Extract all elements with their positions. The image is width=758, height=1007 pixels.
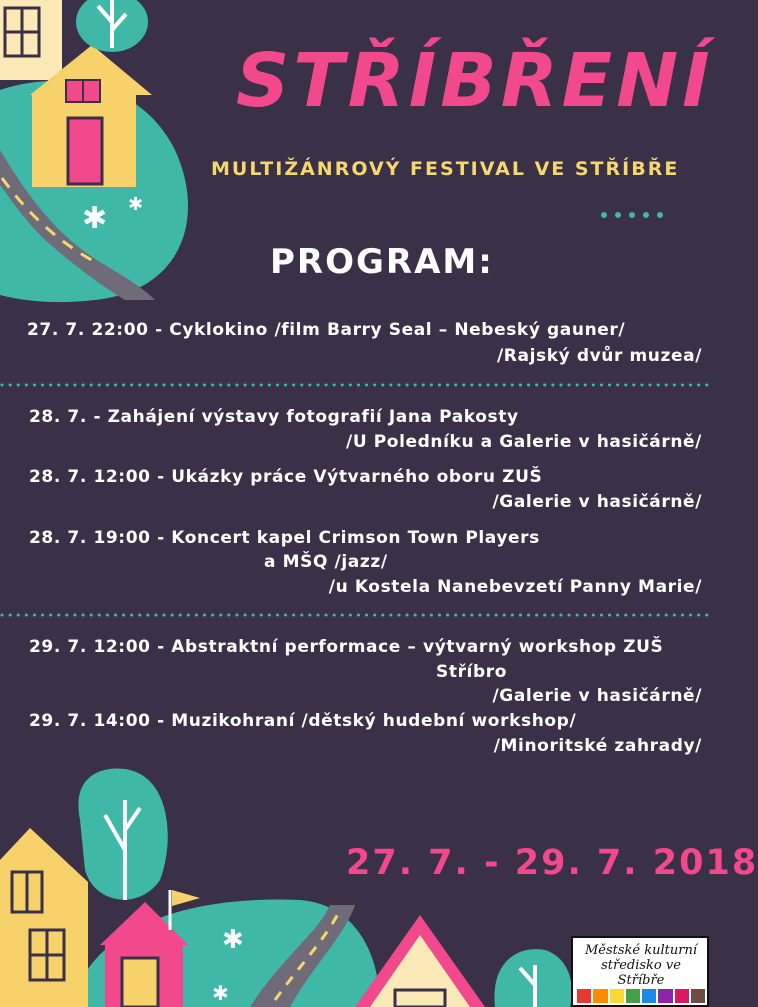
event-28-exhibition-title: 28. 7. - Zahájení výstavy fotografií Jana Pakosty — [29, 407, 519, 427]
event-28-12-title: 28. 7. 12:00 - Ukázky práce Výtvarného oboru ZUŠ — [29, 467, 543, 487]
festival-subtitle: MULTIŽÁNROVÝ FESTIVAL VE STŘÍBŘE — [211, 158, 680, 180]
event-27-22-location: /Rajský dvůr muzea/ — [497, 346, 702, 366]
svg-text:✱: ✱ — [82, 201, 108, 236]
organizer-logo-color-bars — [577, 989, 705, 1003]
separator-dotted-1 — [0, 383, 712, 387]
separator-dotted-2 — [0, 613, 712, 617]
program-heading: PROGRAM: — [270, 242, 494, 282]
event-28-exhibition-location: /U Poledníku a Galerie v hasičárně/ — [346, 432, 702, 452]
event-27-22-title: 27. 7. 22:00 - Cyklokino /film Barry Seal – Nebeský gauner/ — [27, 320, 626, 340]
event-29-14-title: 29. 7. 14:00 - Muzikohraní /dětský hudební workshop/ — [29, 711, 577, 731]
event-28-19-title: 28. 7. 19:00 - Koncert kapel Crimson Town Players — [29, 528, 540, 548]
festival-dates: 27. 7. - 29. 7. 2018 — [346, 843, 758, 883]
event-28-19-title-cont: a MŠQ /jazz/ — [264, 552, 388, 572]
event-28-19-location: /u Kostela Nanebevzetí Panny Marie/ — [328, 577, 702, 597]
svg-text:✱: ✱ — [128, 194, 144, 215]
svg-text:✱: ✱ — [212, 981, 229, 1005]
event-28-12-location: /Galerie v hasičárně/ — [492, 492, 702, 512]
event-29-12-title-cont: Stříbro — [436, 662, 508, 682]
event-29-14-location: /Minoritské zahrady/ — [493, 736, 702, 756]
organizer-logo — [571, 936, 709, 1007]
event-29-12-location: /Galerie v hasičárně/ — [492, 686, 702, 706]
festival-title: STŘÍBŘENÍ — [236, 38, 714, 124]
organizer-logo-text: Městské kulturní středisko ve Stříbře — [584, 943, 698, 988]
event-29-12-title: 29. 7. 12:00 - Abstraktní performace – výtvarný workshop ZUŠ — [29, 637, 664, 657]
svg-text:✱: ✱ — [222, 925, 244, 955]
